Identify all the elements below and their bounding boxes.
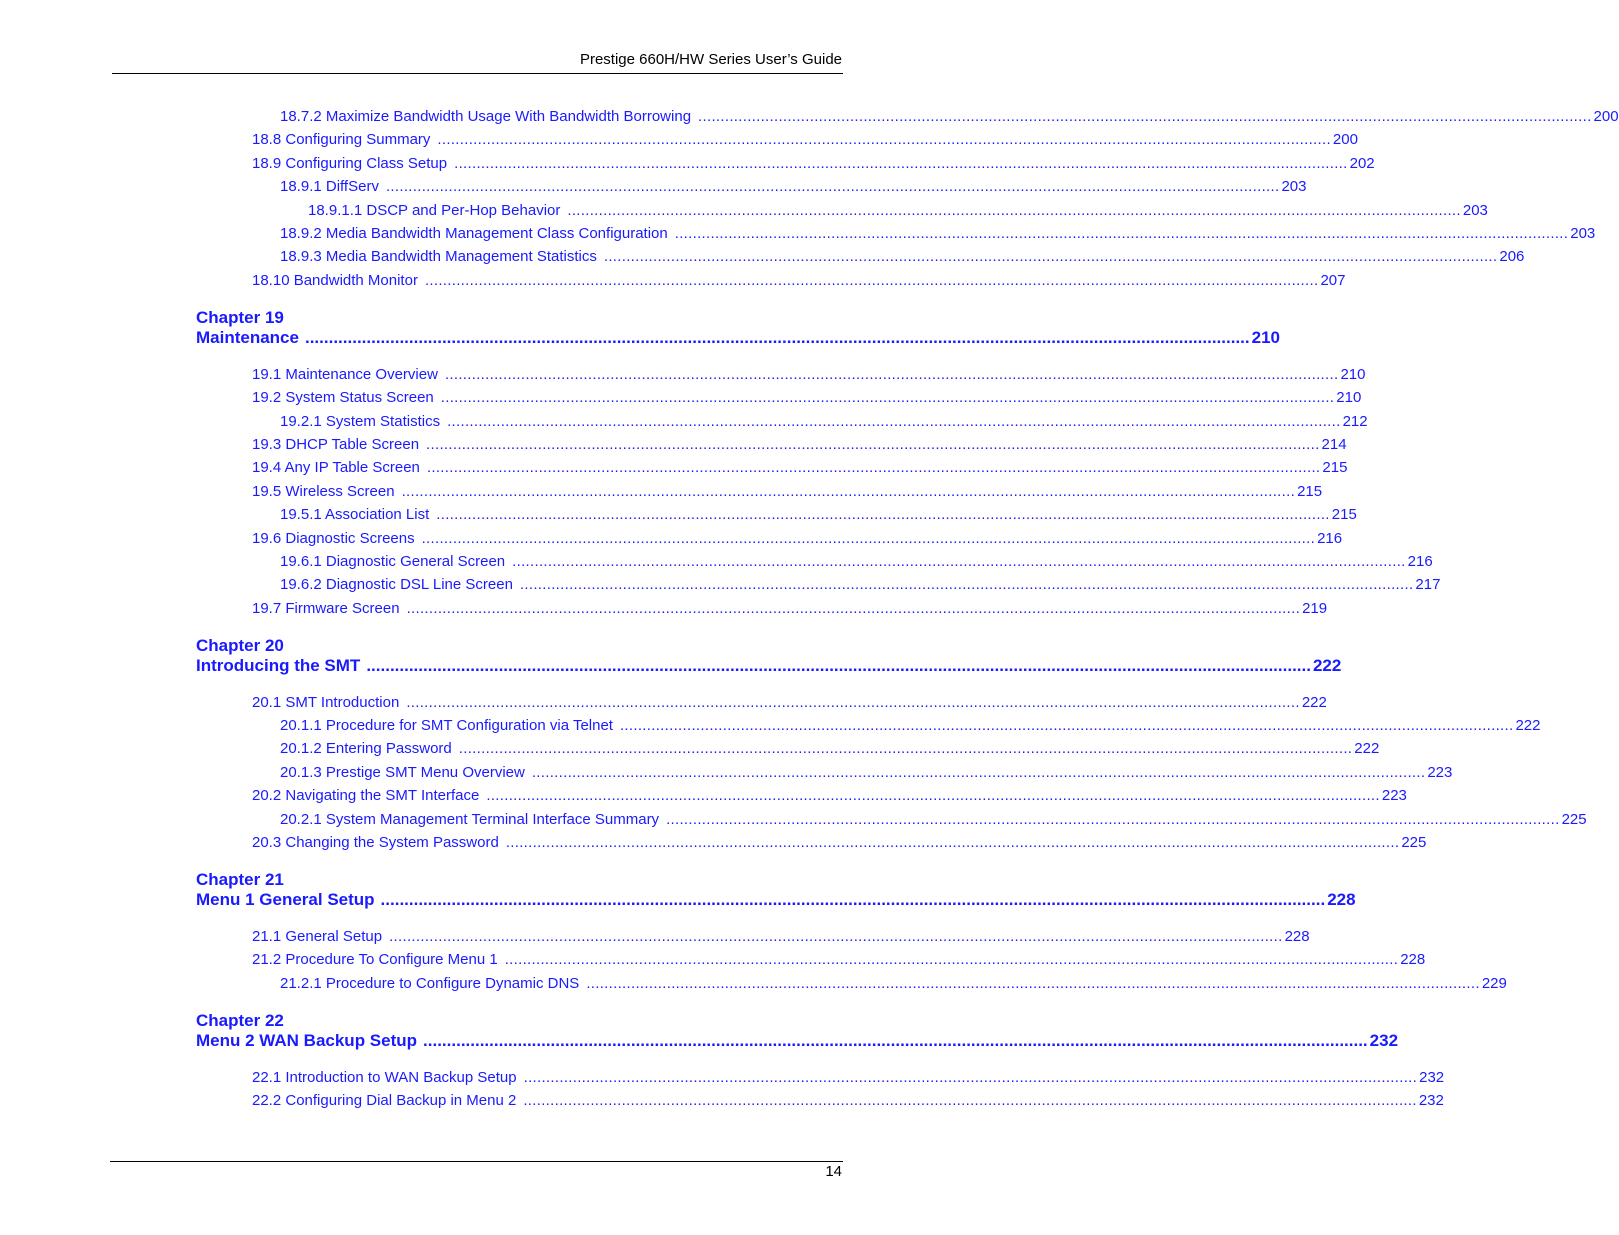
- toc-entry-title: 18.7.2 Maximize Bandwidth Usage With Bandwidth Borrowing: [280, 108, 692, 125]
- toc-entry[interactable]: [280, 763, 1453, 782]
- toc-entry-title: 22.2 Configuring Dial Backup in Menu 2: [252, 1092, 517, 1109]
- toc-entry[interactable]: [280, 974, 1507, 993]
- toc-entry[interactable]: [280, 412, 1368, 431]
- toc-entry-page: 222: [1515, 717, 1541, 734]
- toc-entry-page: 200: [1332, 131, 1358, 149]
- dot-leader: ........................................................................................................................................................................................................: [444, 365, 1339, 383]
- toc-entry-page: 214: [1321, 435, 1347, 453]
- toc-entry-title: 18.9.3 Media Bandwidth Management Statistics: [280, 248, 597, 266]
- toc-entry-page: 210: [1336, 389, 1362, 407]
- toc-entry[interactable]: [280, 224, 1596, 243]
- toc-entry[interactable]: [252, 458, 1348, 477]
- dot-leader: ........................................................................................................................................................................................................: [406, 693, 1300, 711]
- toc-entry-title: 18.9.1 DiffServ: [280, 178, 379, 196]
- toc-entry-title: 19.7 Firmware Screen: [252, 599, 400, 617]
- toc-entry-title: 21.1 General Setup: [252, 927, 383, 945]
- dot-leader: ........................................................................................................................................................................................................: [603, 248, 1498, 266]
- toc-entry[interactable]: [252, 786, 1407, 805]
- toc-entry-page: 223: [1427, 763, 1453, 781]
- toc-entry[interactable]: [252, 833, 1427, 852]
- toc-entry-page: 217: [1415, 576, 1441, 594]
- chapter-title: Menu 2 WAN Backup Setup: [196, 1031, 418, 1051]
- toc-entry[interactable]: [280, 247, 1525, 266]
- toc-entry-title: 20.2.1 System Management Terminal Interface Summary: [280, 810, 660, 828]
- dot-leader: ........................................................................................................................................................................................................: [423, 1031, 1368, 1051]
- toc-entry[interactable]: [252, 482, 1323, 501]
- dot-leader: ........................................................................................................................................................................................................: [424, 271, 1319, 289]
- toc-entry-page: 232: [1418, 1092, 1444, 1109]
- dot-leader: ........................................................................................................................................................................................................: [366, 656, 1311, 676]
- toc-entry-page: 200: [1593, 108, 1619, 125]
- toc-entry-page: 219: [1302, 599, 1328, 617]
- chapter-title-link[interactable]: [196, 656, 1342, 676]
- dot-leader: ........................................................................................................................................................................................................: [519, 576, 1414, 594]
- chapter-page-number: 232: [1369, 1031, 1399, 1051]
- dot-leader: ........................................................................................................................................................................................................: [531, 763, 1426, 781]
- chapter-title: Maintenance: [196, 328, 299, 348]
- chapter-title-link[interactable]: [196, 1031, 1399, 1051]
- chapter-label[interactable]: Chapter 19: [196, 308, 284, 328]
- toc-entry-title: 20.1.2 Entering Password: [280, 740, 452, 758]
- toc-entry[interactable]: [252, 271, 1346, 290]
- toc-entry[interactable]: [280, 177, 1307, 196]
- dot-leader: ........................................................................................................................................................................................................: [389, 927, 1283, 945]
- toc-entry[interactable]: [280, 552, 1433, 571]
- toc-entry-title: 19.6.1 Diagnostic General Screen: [280, 552, 506, 570]
- toc-entry-title: 18.10 Bandwidth Monitor: [252, 271, 418, 289]
- chapter-title: Menu 1 General Setup: [196, 890, 375, 910]
- chapter-label[interactable]: Chapter 22: [196, 1011, 284, 1031]
- dot-leader: ........................................................................................................................................................................................................: [504, 951, 1399, 969]
- toc-entry-page: 232: [1419, 1068, 1445, 1086]
- toc-entry[interactable]: [280, 107, 1619, 126]
- toc-entry-page: 212: [1342, 412, 1368, 430]
- toc-entry-page: 222: [1354, 740, 1380, 758]
- toc-entry-page: 203: [1462, 201, 1488, 219]
- dot-leader: ........................................................................................................................................................................................................: [674, 225, 1569, 242]
- chapter-title: Introducing the SMT: [196, 656, 361, 676]
- dot-leader: ........................................................................................................................................................................................................: [421, 529, 1316, 547]
- toc-entry[interactable]: [252, 950, 1426, 969]
- toc-entry[interactable]: [252, 1068, 1445, 1087]
- toc-entry[interactable]: [252, 927, 1310, 946]
- toc-entry[interactable]: [280, 575, 1441, 594]
- chapter-title-link[interactable]: [196, 328, 1280, 348]
- toc-entry-title: 19.1 Maintenance Overview: [252, 365, 438, 383]
- dot-leader: ........................................................................................................................................................................................................: [458, 740, 1353, 758]
- dot-leader: ........................................................................................................................................................................................................: [406, 599, 1301, 617]
- chapter-label[interactable]: Chapter 21: [196, 870, 284, 890]
- toc-entry[interactable]: [252, 435, 1347, 454]
- toc-entry-page: 223: [1381, 787, 1407, 805]
- toc-entry[interactable]: [308, 201, 1488, 220]
- toc-entry-page: 210: [1340, 365, 1366, 383]
- toc-entry-page: 215: [1331, 506, 1357, 524]
- dot-leader: ........................................................................................................................................................................................................: [619, 717, 1514, 734]
- toc-entry-title: 19.5.1 Association List: [280, 506, 430, 524]
- toc-entry-page: 203: [1570, 225, 1596, 242]
- toc-entry-title: 18.9.1.1 DSCP and Per-Hop Behavior: [308, 201, 561, 219]
- dot-leader: ........................................................................................................................................................................................................: [698, 108, 1592, 125]
- toc-entry[interactable]: [252, 1091, 1444, 1110]
- dot-leader: ........................................................................................................................................................................................................: [440, 389, 1335, 407]
- toc-entry-title: 18.9.2 Media Bandwidth Management Class Configuration: [280, 225, 668, 242]
- dot-leader: ........................................................................................................................................................................................................: [523, 1092, 1417, 1109]
- dot-leader: ........................................................................................................................................................................................................: [523, 1068, 1418, 1086]
- chapter-page-number: 222: [1312, 656, 1342, 676]
- toc-entry[interactable]: [280, 505, 1357, 524]
- toc-entry-title: 18.8 Configuring Summary: [252, 131, 431, 149]
- dot-leader: ........................................................................................................................................................................................................: [454, 154, 1348, 172]
- chapter-page-number: 228: [1327, 890, 1356, 910]
- toc-entry-title: 21.2 Procedure To Configure Menu 1: [252, 951, 498, 969]
- toc-entry-title: 19.2.1 System Statistics: [280, 412, 441, 430]
- dot-leader: ........................................................................................................................................................................................................: [567, 201, 1461, 219]
- toc-entry[interactable]: [252, 529, 1343, 548]
- toc-entry-title: 20.1.3 Prestige SMT Menu Overview: [280, 763, 525, 781]
- toc-entry-page: 215: [1297, 482, 1323, 500]
- toc-entry[interactable]: [280, 810, 1587, 829]
- dot-leader: ........................................................................................................................................................................................................: [512, 552, 1406, 570]
- dot-leader: ........................................................................................................................................................................................................: [505, 834, 1400, 851]
- toc-entry-page: 228: [1400, 951, 1426, 969]
- chapter-label[interactable]: Chapter 20: [196, 636, 284, 656]
- toc-entry-title: 19.5 Wireless Screen: [252, 482, 395, 500]
- toc-entry-page: 206: [1499, 248, 1525, 266]
- toc-entry-title: 19.6.2 Diagnostic DSL Line Screen: [280, 576, 513, 594]
- toc-entry-title: 20.1 SMT Introduction: [252, 693, 400, 711]
- toc-entry-page: 228: [1284, 927, 1310, 945]
- toc-entry-page: 207: [1320, 271, 1346, 289]
- toc-entry[interactable]: [252, 154, 1375, 173]
- toc-entry-page: 229: [1481, 974, 1507, 992]
- dot-leader: ........................................................................................................................................................................................................: [586, 974, 1480, 992]
- dot-leader: ........................................................................................................................................................................................................: [380, 890, 1326, 910]
- chapter-page-number: 210: [1251, 328, 1280, 348]
- dot-leader: ........................................................................................................................................................................................................: [447, 412, 1341, 430]
- toc-entry-title: 19.6 Diagnostic Screens: [252, 529, 415, 547]
- toc-entry-page: 225: [1401, 834, 1427, 851]
- toc-entry-title: 20.1.1 Procedure for SMT Configuration via Telnet: [280, 717, 613, 734]
- dot-leader: ........................................................................................................................................................................................................: [437, 131, 1331, 149]
- toc-entry-page: 216: [1407, 552, 1433, 570]
- running-header: Prestige 660H/HW Series User’s Guide: [579, 51, 842, 68]
- chapter-title-link[interactable]: [196, 890, 1356, 910]
- toc-entry[interactable]: [252, 599, 1328, 618]
- toc-entry-page: 202: [1349, 154, 1375, 172]
- toc-entry[interactable]: [252, 388, 1362, 407]
- toc-entry-title: 19.3 DHCP Table Screen: [252, 435, 420, 453]
- toc-entry-title: 19.4 Any IP Table Screen: [252, 459, 420, 477]
- toc-entry[interactable]: [252, 130, 1358, 149]
- dot-leader: ........................................................................................................................................................................................................: [436, 506, 1330, 524]
- toc-entry-title: 22.1 Introduction to WAN Backup Setup: [252, 1068, 517, 1086]
- dot-leader: ........................................................................................................................................................................................................: [666, 810, 1560, 828]
- toc-entry-title: 19.2 System Status Screen: [252, 389, 434, 407]
- toc-entry[interactable]: [252, 693, 1327, 712]
- dot-leader: ........................................................................................................................................................................................................: [385, 178, 1280, 196]
- toc-entry-page: 215: [1322, 459, 1348, 477]
- toc-entry-title: 20.3 Changing the System Password: [252, 834, 499, 851]
- toc-entry-title: 21.2.1 Procedure to Configure Dynamic DNS: [280, 974, 580, 992]
- toc-entry[interactable]: [280, 739, 1380, 758]
- toc-entry[interactable]: [280, 716, 1541, 735]
- toc-entry-page: 203: [1281, 178, 1307, 196]
- dot-leader: ........................................................................................................................................................................................................: [486, 787, 1380, 805]
- dot-leader: ........................................................................................................................................................................................................: [304, 328, 1250, 348]
- dot-leader: ........................................................................................................................................................................................................: [401, 482, 1296, 500]
- toc-entry-page: 222: [1301, 693, 1327, 711]
- toc-entry-page: 216: [1317, 529, 1343, 547]
- toc-entry[interactable]: [252, 365, 1366, 384]
- toc-entry-title: 18.9 Configuring Class Setup: [252, 154, 448, 172]
- dot-leader: ........................................................................................................................................................................................................: [426, 435, 1320, 453]
- footer-rule: [110, 1161, 843, 1162]
- dot-leader: ........................................................................................................................................................................................................: [426, 459, 1321, 477]
- toc-entry-title: 20.2 Navigating the SMT Interface: [252, 787, 480, 805]
- page-number: 14: [825, 1163, 842, 1180]
- toc-entry-page: 225: [1561, 810, 1587, 828]
